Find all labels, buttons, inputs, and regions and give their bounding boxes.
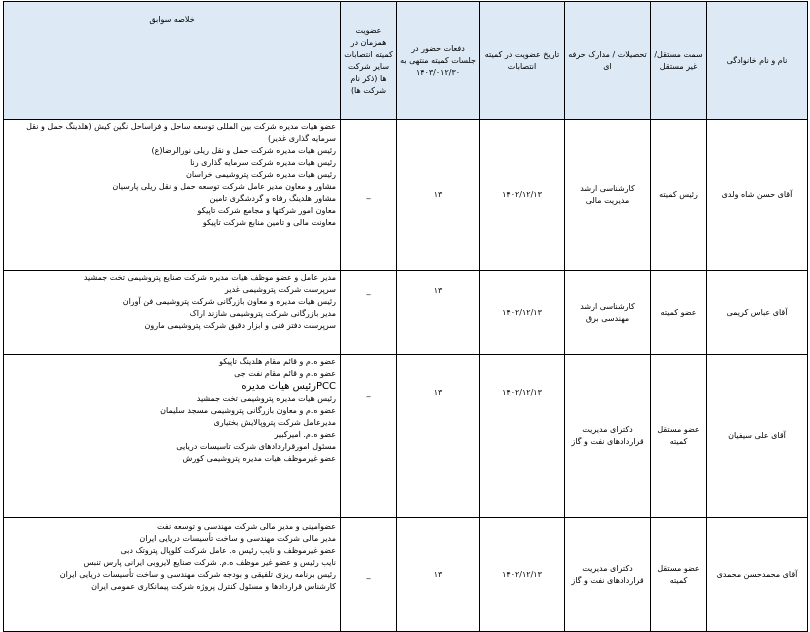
summary-line: عضو ه.م و قائم مقام نفت جی [234, 369, 336, 378]
summary-line: معاون امور شرکتها و مجامع شرکت تاپیکو [197, 206, 336, 215]
summary-line: عضو هیات مدیره شرکت بین المللی توسعه ساحل و فراساحل نگین کیش (هلدینگ حمل و نقل سرمایه گذاری غدیر) [26, 122, 336, 143]
summary-line: سرپرست شرکت پتروشیمی غدیر [224, 285, 336, 294]
summary-line: رئیس برنامه ریزی تلفیقی و بودجه شرکت مهندسی و ساخت تأسیسات دریایی ایران [59, 570, 336, 579]
summary-line: مدیرعامل شرکت پتروپالایش بختیاری [213, 418, 336, 427]
member-attendance: ۱۳ [397, 355, 480, 518]
member-position: رئیس کمیته [651, 120, 707, 271]
member-name: آقای عباس کریمی [707, 271, 808, 355]
member-attendance: ۱۳ [397, 518, 480, 632]
summary-line: عضو غیرموظف و نایب رئیس ه. عامل شرکت کلوپال پتروتک دبی [120, 546, 336, 555]
member-other-membership: _ [341, 271, 397, 355]
header-attendance: دفعات حضور در جلسات کمیته منتهی به ۱۴۰۳/۰۱۲/۳۰ [397, 2, 480, 120]
header-membership-date: تاریخ عضویت در کمیته انتصابات [480, 2, 565, 120]
header-name: نام و نام خانوادگی [707, 2, 808, 120]
summary-line: عضو ه.م و قائم مقام هلدینگ تاپیکو [219, 357, 336, 366]
summary-line: رئیس هیات مدیره شرکت حمل و نقل ریلی نورالرضا(ع) [151, 146, 336, 155]
summary-line: PCCرئیس هیات مدیره [241, 381, 336, 392]
summary-line: معاونت مالی و تامین منابع شرکت تاپیکو [202, 218, 336, 227]
summary-line: مشاور هلدینگ رفاه و گردشگری تامین [209, 194, 336, 203]
member-education: کارشناسی ارشد مدیریت مالی [565, 120, 651, 271]
summary-line: عضوامینی و مدیر مالی شرکت مهندسی و توسعه نفت [157, 522, 336, 531]
member-summary [4, 120, 341, 271]
header-education: تحصیلات / مدارک حرفه ای [565, 2, 651, 120]
member-education: دکترای مدیریت قراردادهای نفت و گاز [565, 355, 651, 518]
summary-line: مدیر مالی شرکت مهندسی و ساخت تأسیسات دریایی ایران [139, 534, 336, 543]
member-education: دکترای مدیریت قراردادهای نفت و گاز [565, 518, 651, 632]
committee-members-table [3, 1, 808, 632]
summary-line: کارشناس قراردادها و مسئول کنترل پروژه شرکت پیمانکاری عمومی ایران [91, 582, 336, 591]
summary-line: مشاور و معاون مدیر عامل شرکت توسعه حمل و نقل ریلی پارسیان [112, 182, 336, 191]
member-summary [4, 355, 341, 518]
summary-line: مدیر عامل و عضو موظف هیات مدیره شرکت صنایع پتروشیمی تخت جمشید [83, 273, 336, 282]
member-other-membership: _ [341, 518, 397, 632]
summary-line: رئیس هیات مدیره پتروشیمی تخت جمشید [196, 394, 336, 403]
member-summary [4, 518, 341, 632]
member-date: ۱۴۰۲/۱۲/۱۳ [480, 271, 565, 355]
member-date: ۱۴۰۲/۱۲/۱۳ [480, 518, 565, 632]
summary-line: نایب رئیس و عضو غیر موظف ه.م. شرکت صنایع لایروبی ایرانی پارس تنبس [83, 558, 336, 567]
summary-line: مسئول امورقراردادهای شرکت تاسیسات دریایی [176, 442, 336, 451]
summary-line: عضو ه.م و معاون بازرگانی پتروشیمی مسجد سلیمان [160, 406, 336, 415]
member-other-membership: _ [341, 355, 397, 518]
member-education: کارشناسی ارشد مهندسی برق [565, 271, 651, 355]
summary-line: سرپرست دفتر فنی و ابزار دقیق شرکت پتروشیمی مارون [144, 321, 336, 330]
summary-line: مدیر بازرگانی شرکت پتروشیمی شازند اراک [189, 309, 336, 318]
member-name: آقای حسن شاه ولدی [707, 120, 808, 271]
header-other-membership: عضویت همزمان در کمیته انتصابات سایر شرکت ها (ذکر نام شرکت ها) [341, 2, 397, 120]
member-attendance: ۱۳ [397, 271, 480, 355]
header-position: سمت مستقل/ غیر مستقل [651, 2, 707, 120]
table-row [4, 271, 808, 355]
member-date: ۱۴۰۲/۱۲/۱۳ [480, 120, 565, 271]
table-row [4, 355, 808, 518]
summary-line: رئیس هیات مدیره شرکت سرمایه گذاری رنا [190, 158, 336, 167]
member-position: عضو مستقل کمیته [651, 518, 707, 632]
header-row [4, 2, 808, 120]
table-row [4, 120, 808, 271]
summary-line: عضو غیرموظف هیات مدیره پتروشیمی کورش [182, 454, 336, 463]
member-attendance: ۱۳ [397, 120, 480, 271]
summary-line: عضو ه.م. امیرکبیر [274, 430, 336, 439]
summary-line: رئیس هیات مدیره شرکت پتروشیمی خراسان [185, 170, 336, 179]
summary-line: رئیس هیات مدیره و معاون بازرگانی شرکت پتروشیمی فن آوران [122, 297, 336, 306]
member-name: آقای محمدحسن محمدی [707, 518, 808, 632]
member-summary [4, 271, 341, 355]
member-position: عضو کمیته [651, 271, 707, 355]
member-name: آقای علی سیفیان [707, 355, 808, 518]
member-other-membership: _ [341, 120, 397, 271]
member-date: ۱۴۰۲/۱۲/۱۳ [480, 355, 565, 518]
table-row [4, 518, 808, 632]
member-position: عضو مستقل کمیته [651, 355, 707, 518]
header-summary: خلاصه سوابق [4, 2, 341, 120]
